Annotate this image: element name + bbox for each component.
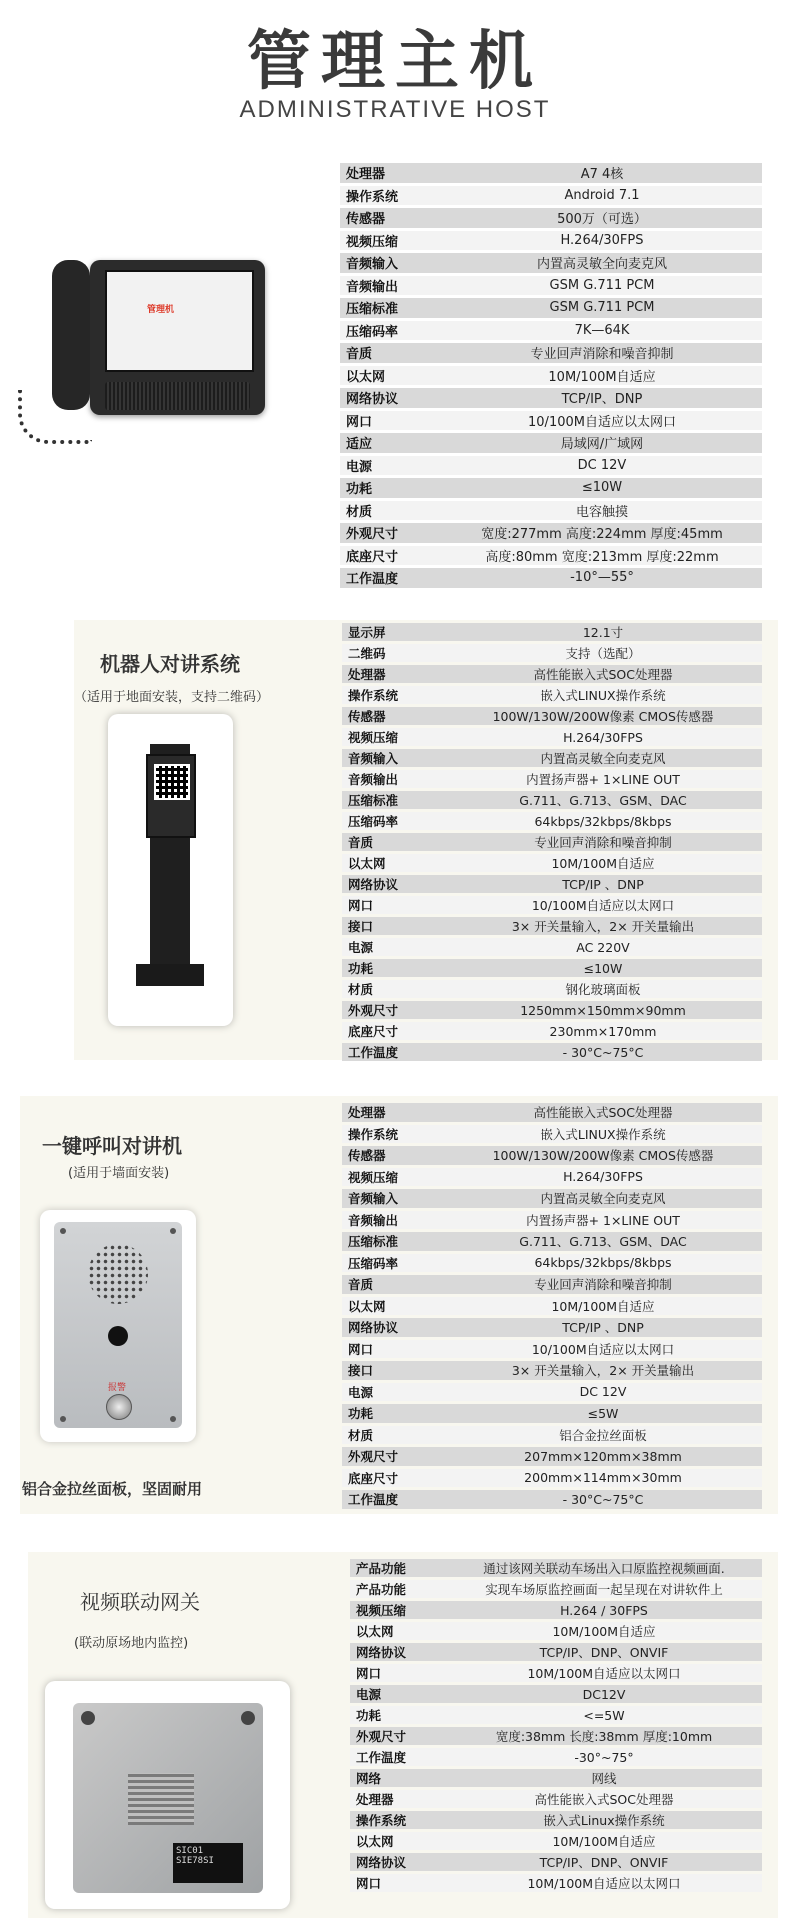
spec-key: 外观尺寸 bbox=[350, 1727, 446, 1745]
spec-key: 产品功能 bbox=[350, 1559, 446, 1577]
spec-row bbox=[340, 186, 762, 206]
screw-icon bbox=[170, 1416, 176, 1422]
spec-key: 以太网 bbox=[342, 1297, 444, 1316]
spec-row bbox=[342, 749, 762, 767]
spec-value: 铝合金拉丝面板 bbox=[444, 1426, 762, 1445]
spec-value: 10M/100M自适应 bbox=[444, 1297, 762, 1316]
spec-value: H.264/30FPS bbox=[444, 1168, 762, 1187]
spec-key: 传感器 bbox=[342, 1146, 444, 1165]
spec-key: 电源 bbox=[342, 1383, 444, 1402]
spec-row bbox=[342, 1297, 762, 1316]
spec-row bbox=[340, 253, 762, 273]
spec-value: G.711、G.713、GSM、DAC bbox=[444, 791, 762, 809]
spec-row bbox=[342, 1490, 762, 1509]
spec-value: 3× 开关量输入，2× 开关量输出 bbox=[444, 1361, 762, 1380]
spec-value: 高性能嵌入式SOC处理器 bbox=[444, 665, 762, 683]
spec-row bbox=[350, 1811, 762, 1829]
spec-table-robot bbox=[342, 620, 762, 1064]
spec-row bbox=[340, 388, 762, 408]
spec-value: 3× 开关量输入，2× 开关量输出 bbox=[444, 917, 762, 935]
spec-key: 功耗 bbox=[342, 1404, 444, 1423]
spec-key: 网络协议 bbox=[342, 1318, 444, 1337]
spec-key: 以太网 bbox=[340, 366, 442, 386]
spec-row bbox=[342, 959, 762, 977]
page-subtitle: ADMINISTRATIVE HOST bbox=[239, 96, 551, 123]
spec-value: 局域网/广域网 bbox=[442, 433, 762, 453]
spec-value: 64kbps/32kbps/8kbps bbox=[444, 812, 762, 830]
screen-logo: 管理机 bbox=[147, 305, 175, 315]
spec-key: 压缩标准 bbox=[342, 1232, 444, 1251]
spec-key: 接口 bbox=[342, 917, 444, 935]
spec-key: 网口 bbox=[350, 1874, 446, 1892]
spec-row bbox=[342, 1469, 762, 1488]
spec-row bbox=[342, 728, 762, 746]
spec-value: TCP/IP、DNP、ONVIF bbox=[446, 1643, 762, 1661]
spec-row bbox=[340, 433, 762, 453]
spec-key: 传感器 bbox=[342, 707, 444, 725]
spec-row bbox=[340, 478, 762, 498]
spec-row bbox=[350, 1853, 762, 1871]
spec-key: 材质 bbox=[340, 501, 442, 521]
spec-table-admin-host bbox=[340, 160, 762, 591]
mount-hole-icon bbox=[81, 1711, 95, 1725]
spec-row bbox=[350, 1706, 762, 1724]
spec-value: DC 12V bbox=[444, 1383, 762, 1402]
gateway-subtitle: (联动原场地内监控) bbox=[74, 1636, 189, 1651]
spec-value: ≤10W bbox=[444, 959, 762, 977]
spec-key: 传感器 bbox=[340, 208, 442, 228]
spec-key: 接口 bbox=[342, 1361, 444, 1380]
spec-key: 处理器 bbox=[350, 1790, 446, 1808]
spec-row bbox=[342, 1404, 762, 1423]
spec-key: 压缩码率 bbox=[342, 812, 444, 830]
speaker-grille-icon bbox=[88, 1244, 148, 1304]
gateway-title: 视频联动网关 bbox=[80, 1590, 200, 1614]
spec-key: 底座尺寸 bbox=[342, 1022, 444, 1040]
spec-row bbox=[340, 163, 762, 183]
spec-key: 以太网 bbox=[342, 854, 444, 872]
spec-key: 视频压缩 bbox=[342, 1168, 444, 1187]
spec-value: 200mm×114mm×30mm bbox=[444, 1469, 762, 1488]
spec-table-gateway bbox=[350, 1556, 762, 1895]
spec-value: - 30°C~75°C bbox=[444, 1043, 762, 1061]
spec-key: 工作温度 bbox=[350, 1748, 446, 1766]
spec-row bbox=[342, 1125, 762, 1144]
spec-value: <=5W bbox=[446, 1706, 762, 1724]
spec-key: 音质 bbox=[342, 833, 444, 851]
spec-value: 实现车场原监控画面一起呈现在对讲软件上 bbox=[446, 1580, 762, 1598]
spec-key: 显示屏 bbox=[342, 623, 444, 641]
spec-key: 压缩标准 bbox=[342, 791, 444, 809]
phone-handset bbox=[52, 260, 90, 410]
spec-key: 音频输出 bbox=[342, 770, 444, 788]
spec-key: 网口 bbox=[340, 411, 442, 431]
spec-value: 10M/100M自适应 bbox=[446, 1832, 762, 1850]
mount-hole-icon bbox=[241, 1711, 255, 1725]
spec-key: 处理器 bbox=[342, 1103, 444, 1122]
spec-value: AC 220V bbox=[444, 938, 762, 956]
spec-row bbox=[342, 1232, 762, 1251]
spec-value: TCP/IP、DNP、ONVIF bbox=[446, 1853, 762, 1871]
spec-row bbox=[342, 1361, 762, 1380]
one-key-caption: 铝合金拉丝面板，坚固耐用 bbox=[22, 1480, 203, 1498]
spec-key: 电源 bbox=[342, 938, 444, 956]
spec-key: 操作系统 bbox=[350, 1811, 446, 1829]
spec-value: 嵌入式Linux操作系统 bbox=[446, 1811, 762, 1829]
spec-value: G.711、G.713、GSM、DAC bbox=[444, 1232, 762, 1251]
section-admin-host bbox=[0, 160, 790, 590]
spec-row bbox=[340, 568, 762, 588]
spec-row bbox=[340, 321, 762, 341]
spec-row bbox=[342, 875, 762, 893]
spec-value: 10M/100M自适应 bbox=[446, 1622, 762, 1640]
spec-key: 音频输出 bbox=[342, 1211, 444, 1230]
spec-value: 10M/100M自适应以太网口 bbox=[446, 1664, 762, 1682]
spec-value: -10°—55° bbox=[442, 568, 762, 588]
spec-row bbox=[342, 1168, 762, 1187]
spec-key: 外观尺寸 bbox=[340, 523, 442, 543]
spec-row bbox=[342, 1447, 762, 1466]
gateway-box bbox=[73, 1703, 263, 1893]
spec-key: 网络协议 bbox=[350, 1643, 446, 1661]
spec-key: 操作系统 bbox=[342, 1125, 444, 1144]
spec-value: 高性能嵌入式SOC处理器 bbox=[444, 1103, 762, 1122]
spec-value: Android 7.1 bbox=[442, 186, 762, 206]
spec-value: 7K—64K bbox=[442, 321, 762, 341]
spec-key: 工作温度 bbox=[342, 1490, 444, 1509]
spec-key: 音质 bbox=[340, 343, 442, 363]
spec-value: H.264/30FPS bbox=[442, 231, 762, 251]
spec-key: 网络 bbox=[350, 1769, 446, 1787]
spec-row bbox=[342, 707, 762, 725]
spec-row bbox=[350, 1769, 762, 1787]
spec-value: 嵌入式LINUX操作系统 bbox=[444, 686, 762, 704]
spec-row bbox=[350, 1748, 762, 1766]
spec-row bbox=[342, 770, 762, 788]
spec-value: A7 4核 bbox=[442, 163, 762, 183]
spec-key: 电源 bbox=[350, 1685, 446, 1703]
spec-key: 以太网 bbox=[350, 1622, 446, 1640]
spec-key: 音频输入 bbox=[342, 1189, 444, 1208]
spec-key: 网络协议 bbox=[342, 875, 444, 893]
spec-value: 高度:80mm 宽度:213mm 厚度:22mm bbox=[442, 546, 762, 566]
spec-value: 10/100M自适应以太网口 bbox=[442, 411, 762, 431]
gateway-image bbox=[45, 1681, 290, 1909]
spec-key: 音频输入 bbox=[342, 749, 444, 767]
spec-key: 适应 bbox=[340, 433, 442, 453]
spec-row bbox=[342, 1340, 762, 1359]
one-key-subtitle: (适用于墙面安装) bbox=[68, 1166, 170, 1181]
spec-row bbox=[342, 1211, 762, 1230]
spec-row bbox=[342, 1043, 762, 1061]
spec-value: 10M/100M自适应以太网口 bbox=[446, 1874, 762, 1892]
vent-icon bbox=[128, 1773, 194, 1825]
spec-row bbox=[350, 1832, 762, 1850]
spec-row bbox=[340, 546, 762, 566]
spec-value: 10M/100M自适应 bbox=[442, 366, 762, 386]
spec-value: GSM G.711 PCM bbox=[442, 276, 762, 296]
spec-row bbox=[342, 1318, 762, 1337]
intercom-panel-image bbox=[40, 1210, 196, 1442]
spec-key: 功耗 bbox=[350, 1706, 446, 1724]
spec-key: 网口 bbox=[342, 896, 444, 914]
spec-value: 网线 bbox=[446, 1769, 762, 1787]
spec-value: 内置扬声器+ 1×LINE OUT bbox=[444, 770, 762, 788]
spec-row bbox=[342, 980, 762, 998]
spec-value: 内置高灵敏全向麦克风 bbox=[444, 1189, 762, 1208]
spec-key: 产品功能 bbox=[350, 1580, 446, 1598]
spec-row bbox=[340, 501, 762, 521]
spec-value: 专业回声消除和噪音抑制 bbox=[444, 1275, 762, 1294]
spec-row bbox=[350, 1790, 762, 1808]
spec-row bbox=[342, 1254, 762, 1273]
spec-value: 12.1寸 bbox=[444, 623, 762, 641]
screw-icon bbox=[60, 1228, 66, 1234]
spec-value: 64kbps/32kbps/8kbps bbox=[444, 1254, 762, 1273]
spec-value: 专业回声消除和噪音抑制 bbox=[444, 833, 762, 851]
spec-value: 钢化玻璃面板 bbox=[444, 980, 762, 998]
spec-key: 音频输出 bbox=[340, 276, 442, 296]
spec-key: 压缩码率 bbox=[340, 321, 442, 341]
spec-row bbox=[342, 896, 762, 914]
spec-row bbox=[342, 833, 762, 851]
spec-key: 外观尺寸 bbox=[342, 1447, 444, 1466]
spec-key: 视频压缩 bbox=[340, 231, 442, 251]
spec-row bbox=[342, 686, 762, 704]
spec-row bbox=[350, 1559, 762, 1577]
spec-row bbox=[340, 298, 762, 318]
spec-value: 内置高灵敏全向麦克风 bbox=[442, 253, 762, 273]
spec-value: ≤5W bbox=[444, 1404, 762, 1423]
spec-value: 电容触摸 bbox=[442, 501, 762, 521]
spec-row bbox=[350, 1643, 762, 1661]
spec-key: 功耗 bbox=[342, 959, 444, 977]
spec-value: 宽度:277mm 高度:224mm 厚度:45mm bbox=[442, 523, 762, 543]
spec-key: 二维码 bbox=[342, 644, 444, 662]
spec-value: 高性能嵌入式SOC处理器 bbox=[446, 1790, 762, 1808]
intercom-plate bbox=[54, 1222, 182, 1428]
spec-row bbox=[342, 1275, 762, 1294]
spec-row bbox=[342, 1103, 762, 1122]
spec-value: 230mm×170mm bbox=[444, 1022, 762, 1040]
spec-value: - 30°C~75°C bbox=[444, 1490, 762, 1509]
spec-value: 10/100M自适应以太网口 bbox=[444, 1340, 762, 1359]
spec-key: 压缩标准 bbox=[340, 298, 442, 318]
spec-key: 操作系统 bbox=[340, 186, 442, 206]
spec-key: 材质 bbox=[342, 1426, 444, 1445]
spec-value: 100W/130W/200W像素 CMOS传感器 bbox=[444, 707, 762, 725]
spec-row bbox=[342, 644, 762, 662]
spec-row bbox=[342, 665, 762, 683]
spec-key: 工作温度 bbox=[342, 1043, 444, 1061]
spec-value: -30°~75° bbox=[446, 1748, 762, 1766]
spec-row bbox=[342, 1383, 762, 1402]
spec-key: 材质 bbox=[342, 980, 444, 998]
spec-key: 以太网 bbox=[350, 1832, 446, 1850]
spec-row bbox=[340, 231, 762, 251]
spec-row bbox=[342, 1426, 762, 1445]
spec-key: 视频压缩 bbox=[342, 728, 444, 746]
qr-code-icon bbox=[154, 764, 190, 800]
spec-row bbox=[340, 208, 762, 228]
phone-screen bbox=[105, 270, 254, 372]
spec-row bbox=[350, 1874, 762, 1892]
spec-key: 处理器 bbox=[340, 163, 442, 183]
spec-value: TCP/IP、DNP bbox=[442, 388, 762, 408]
spec-row bbox=[340, 411, 762, 431]
spec-value: TCP/IP 、DNP bbox=[444, 875, 762, 893]
robot-subtitle: （适用于地面安装，支持二维码） bbox=[74, 690, 270, 705]
spec-key: 底座尺寸 bbox=[342, 1469, 444, 1488]
spec-key: 音频输入 bbox=[340, 253, 442, 273]
spec-key: 网络协议 bbox=[340, 388, 442, 408]
spec-key: 网口 bbox=[350, 1664, 446, 1682]
gateway-chip: SIC01 SIE78SI bbox=[173, 1843, 243, 1883]
spec-row bbox=[342, 938, 762, 956]
robot-title: 机器人对讲系统 bbox=[100, 652, 240, 676]
spec-value: 通过该网关联动车场出入口原监控视频画面. bbox=[446, 1559, 762, 1577]
one-key-title: 一键呼叫对讲机 bbox=[42, 1134, 182, 1158]
spec-row bbox=[342, 623, 762, 641]
spec-row bbox=[342, 1022, 762, 1040]
page-title: 管理主机 bbox=[247, 25, 543, 99]
spec-value: TCP/IP 、DNP bbox=[444, 1318, 762, 1337]
kiosk-base bbox=[136, 964, 204, 986]
spec-row bbox=[350, 1580, 762, 1598]
screw-icon bbox=[60, 1416, 66, 1422]
spec-value: 专业回声消除和噪音抑制 bbox=[442, 343, 762, 363]
spec-value: GSM G.711 PCM bbox=[442, 298, 762, 318]
spec-value: H.264 / 30FPS bbox=[446, 1601, 762, 1619]
spec-value: 100W/130W/200W像素 CMOS传感器 bbox=[444, 1146, 762, 1165]
spec-row bbox=[350, 1685, 762, 1703]
camera-icon bbox=[108, 1326, 128, 1346]
spec-row bbox=[342, 917, 762, 935]
spec-row bbox=[342, 791, 762, 809]
spec-table-one-key bbox=[342, 1100, 762, 1512]
spec-value: 嵌入式LINUX操作系统 bbox=[444, 1125, 762, 1144]
spec-key: 处理器 bbox=[342, 665, 444, 683]
spec-row bbox=[350, 1727, 762, 1745]
spec-value: 宽度:38mm 长度:38mm 厚度:10mm bbox=[446, 1727, 762, 1745]
spec-value: 支持（选配） bbox=[444, 644, 762, 662]
spec-value: 内置扬声器+ 1×LINE OUT bbox=[444, 1211, 762, 1230]
spec-value: H.264/30FPS bbox=[444, 728, 762, 746]
phone-speaker bbox=[105, 382, 250, 410]
spec-value: 内置高灵敏全向麦克风 bbox=[444, 749, 762, 767]
screw-icon bbox=[170, 1228, 176, 1234]
kiosk-head bbox=[146, 754, 196, 838]
phone-cord bbox=[18, 390, 92, 444]
spec-value: 207mm×120mm×38mm bbox=[444, 1447, 762, 1466]
spec-row bbox=[340, 276, 762, 296]
spec-key: 外观尺寸 bbox=[342, 1001, 444, 1019]
spec-row bbox=[340, 366, 762, 386]
call-button-icon bbox=[106, 1394, 132, 1420]
spec-key: 操作系统 bbox=[342, 686, 444, 704]
spec-row bbox=[342, 854, 762, 872]
spec-value: 10/100M自适应以太网口 bbox=[444, 896, 762, 914]
spec-key: 音质 bbox=[342, 1275, 444, 1294]
spec-value: 500万（可选） bbox=[442, 208, 762, 228]
spec-row bbox=[342, 1146, 762, 1165]
spec-row bbox=[350, 1664, 762, 1682]
alarm-label: 报警 bbox=[108, 1383, 127, 1393]
kiosk-image bbox=[108, 714, 233, 1026]
spec-value: 1250mm×150mm×90mm bbox=[444, 1001, 762, 1019]
spec-row bbox=[350, 1622, 762, 1640]
spec-key: 网络协议 bbox=[350, 1853, 446, 1871]
spec-value: ≤10W bbox=[442, 478, 762, 498]
phone-illustration bbox=[0, 230, 290, 460]
spec-key: 视频压缩 bbox=[350, 1601, 446, 1619]
spec-row bbox=[340, 523, 762, 543]
spec-row bbox=[342, 1189, 762, 1208]
spec-value: DC 12V bbox=[442, 456, 762, 476]
spec-row bbox=[342, 1001, 762, 1019]
spec-key: 电源 bbox=[340, 456, 442, 476]
spec-key: 网口 bbox=[342, 1340, 444, 1359]
spec-key: 底座尺寸 bbox=[340, 546, 442, 566]
spec-key: 压缩码率 bbox=[342, 1254, 444, 1273]
spec-row bbox=[340, 456, 762, 476]
spec-row bbox=[342, 812, 762, 830]
spec-key: 功耗 bbox=[340, 478, 442, 498]
spec-row bbox=[350, 1601, 762, 1619]
spec-row bbox=[340, 343, 762, 363]
spec-key: 工作温度 bbox=[340, 568, 442, 588]
spec-value: 10M/100M自适应 bbox=[444, 854, 762, 872]
page-header bbox=[0, 0, 790, 150]
spec-value: DC12V bbox=[446, 1685, 762, 1703]
